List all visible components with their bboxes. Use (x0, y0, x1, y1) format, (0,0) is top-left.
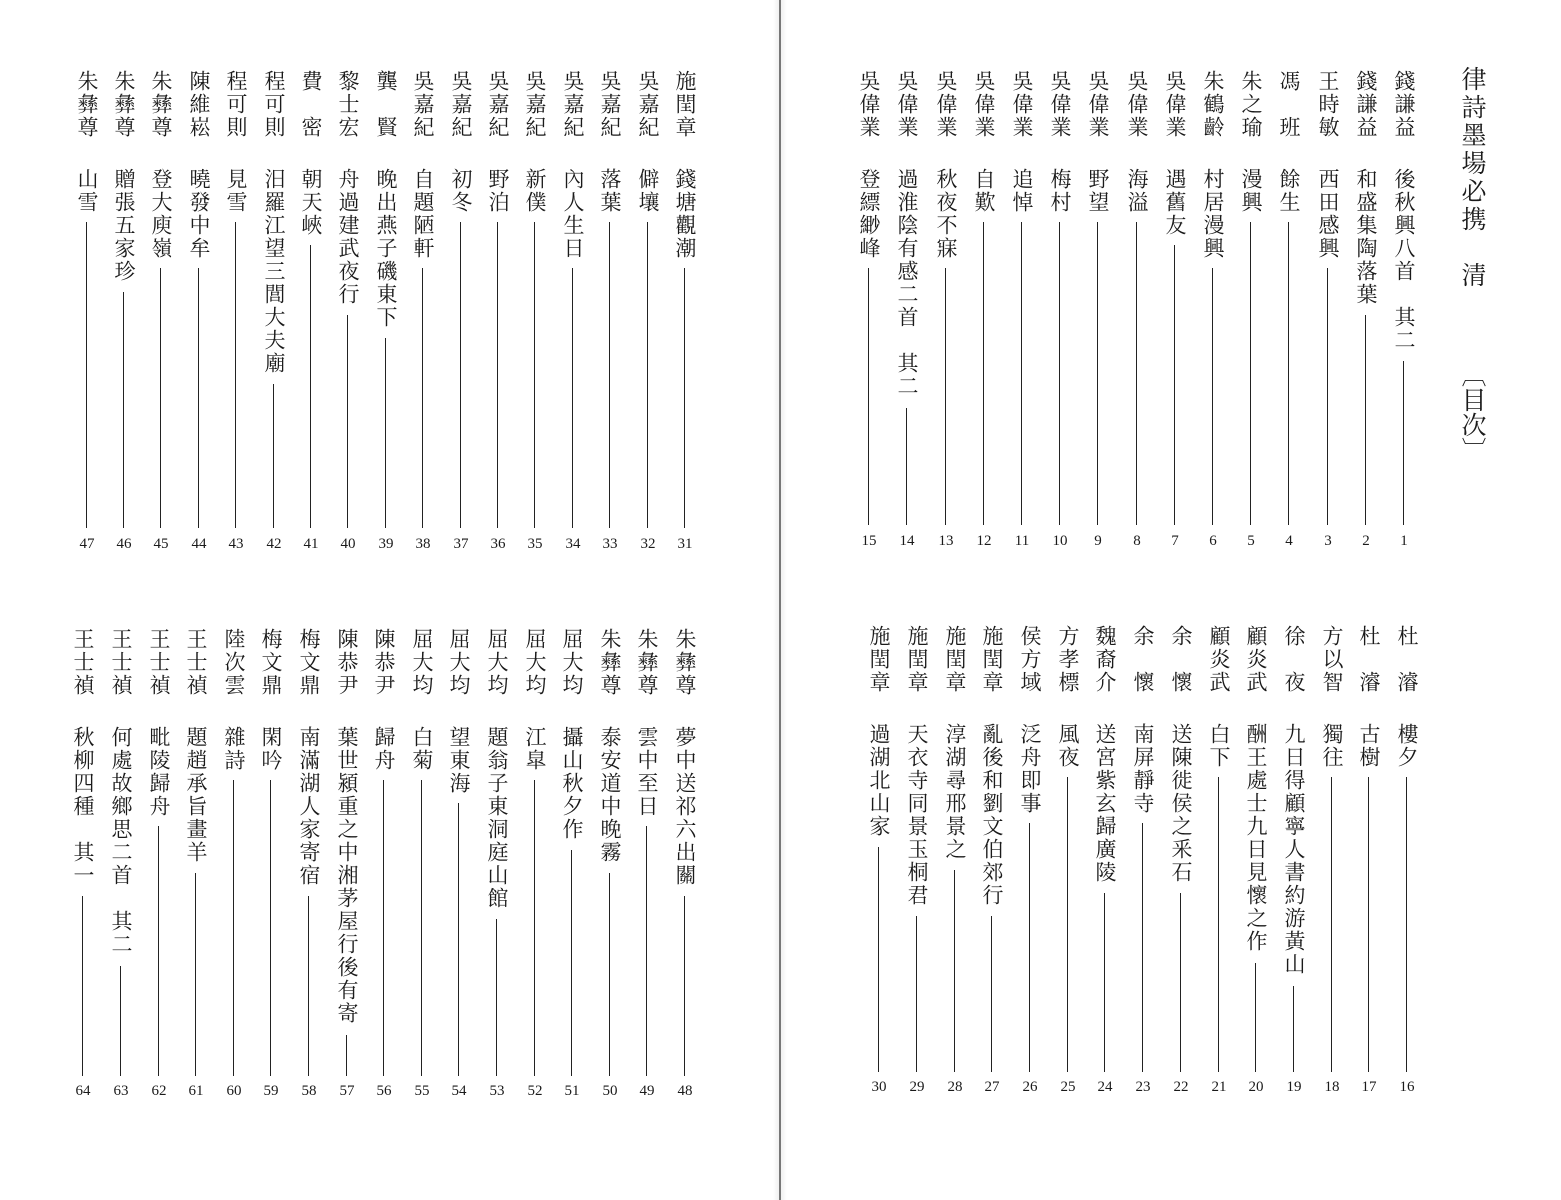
poem-title: 餘生 (1277, 167, 1301, 214)
poem-title: 題趙承旨畫羊 (184, 725, 208, 864)
poet-name: 侯方域 (1018, 625, 1042, 694)
leader-line (233, 780, 234, 1076)
page-number: 58 (301, 1083, 317, 1099)
leader-line (1288, 222, 1289, 525)
poet-name: 屈大均 (560, 628, 584, 697)
leader-line (82, 896, 83, 1076)
page-number: 36 (490, 536, 506, 552)
leader-line (878, 847, 879, 1072)
leader-line (609, 222, 610, 528)
page-number: 62 (151, 1083, 167, 1099)
leader-line (1142, 823, 1143, 1072)
leader-line (1250, 222, 1251, 525)
leader-line (1327, 268, 1328, 525)
page-number: 16 (1399, 1079, 1415, 1095)
poem-title: 泛舟即事 (1018, 722, 1042, 815)
poem-title: 山雪 (75, 167, 99, 214)
leader-line (916, 916, 917, 1072)
poem-title: 秋柳四種 其一 (71, 725, 95, 887)
poet-name: 程可則 (262, 70, 286, 139)
poem-title: 見雪 (224, 167, 248, 214)
poem-title: 風夜 (1056, 722, 1080, 769)
poem-title: 南滿湖人家寄宿 (297, 725, 321, 887)
poet-name: 錢謙益 (1392, 70, 1416, 139)
page-number: 45 (153, 536, 169, 552)
poet-name: 吳偉業 (1048, 70, 1072, 139)
page-number: 52 (527, 1083, 543, 1099)
page-number: 4 (1285, 533, 1293, 549)
poet-name: 吳嘉紀 (636, 70, 660, 139)
page-number: 59 (263, 1083, 279, 1099)
poem-title: 晚出燕子磯東下 (374, 167, 398, 329)
poem-title: 攝山秋夕作 (560, 725, 584, 841)
poem-title: 贈張五家珍 (112, 167, 136, 283)
page-number: 25 (1060, 1079, 1076, 1095)
leader-line (868, 268, 869, 525)
poet-name: 施閏章 (867, 625, 891, 694)
leader-line (1021, 222, 1022, 525)
leader-line (308, 896, 309, 1076)
page-number: 37 (453, 536, 469, 552)
poem-title: 後秋興八首 其二 (1392, 167, 1416, 352)
poem-title: 漫興 (1239, 167, 1263, 214)
leader-line (983, 222, 984, 525)
leader-line (235, 222, 236, 528)
poem-title: 毗陵歸舟 (147, 725, 171, 818)
poem-title: 白菊 (410, 725, 434, 772)
poem-title: 白下 (1207, 722, 1231, 769)
leader-line (534, 222, 535, 528)
poem-title: 古樹 (1357, 722, 1381, 769)
leader-line (497, 222, 498, 528)
poem-title: 送陳徙侯之釆石 (1169, 722, 1193, 884)
page-number: 31 (677, 536, 693, 552)
poet-name: 朱彝尊 (112, 70, 136, 139)
leader-line (1029, 823, 1030, 1072)
page-number: 6 (1209, 533, 1217, 549)
poem-title: 落葉 (598, 167, 622, 214)
leader-line (310, 245, 311, 528)
leader-line (1104, 893, 1105, 1072)
poem-title: 何處故鄉思二首 其二 (109, 725, 133, 956)
poet-name: 朱彝尊 (598, 628, 622, 697)
poet-name: 屈大均 (485, 628, 509, 697)
leader-line (346, 1035, 347, 1076)
leader-line (991, 916, 992, 1072)
poem-title: 舟過建武夜行 (336, 167, 360, 306)
leader-line (1406, 777, 1407, 1072)
page-number: 17 (1361, 1079, 1377, 1095)
leader-line (647, 222, 648, 528)
leader-line (1174, 245, 1175, 525)
poet-name: 余 懷 (1169, 625, 1193, 694)
poem-title: 僻壤 (636, 167, 660, 214)
leader-line (1218, 777, 1219, 1072)
page-number: 38 (415, 536, 431, 552)
page-number: 9 (1094, 533, 1102, 549)
poet-name: 陳恭尹 (335, 628, 359, 697)
page-number: 18 (1324, 1079, 1340, 1095)
page-number: 39 (378, 536, 394, 552)
page-number: 48 (677, 1083, 693, 1099)
page-number: 56 (376, 1083, 392, 1099)
poet-name: 杜 濬 (1357, 625, 1381, 694)
poem-title: 秋夜不寐 (934, 167, 958, 260)
page-number: 26 (1022, 1079, 1038, 1095)
page-number: 43 (228, 536, 244, 552)
poem-title: 追悼 (1010, 167, 1034, 214)
poem-title: 雜詩 (222, 725, 246, 772)
leader-line (1293, 986, 1294, 1072)
poet-name: 吳嘉紀 (486, 70, 510, 139)
leader-line (198, 268, 199, 528)
page-number: 34 (565, 536, 581, 552)
page-number: 1 (1400, 533, 1408, 549)
poet-name: 吳偉業 (1086, 70, 1110, 139)
leader-line (270, 780, 271, 1076)
poem-title: 野泊 (486, 167, 510, 214)
leader-line (460, 222, 461, 528)
poet-name: 錢謙益 (1354, 70, 1378, 139)
leader-line (906, 408, 907, 525)
poet-name: 陳恭尹 (372, 628, 396, 697)
poet-name: 黎士宏 (336, 70, 360, 139)
poet-name: 吳偉業 (895, 70, 919, 139)
page-number: 22 (1173, 1079, 1189, 1095)
leader-line (1097, 222, 1098, 525)
poet-name: 馮 班 (1277, 70, 1301, 139)
poem-title: 遇舊友 (1163, 167, 1187, 237)
poem-title: 獨往 (1320, 722, 1344, 769)
page-number: 3 (1324, 533, 1332, 549)
page-number: 57 (339, 1083, 355, 1099)
leader-line (1368, 777, 1369, 1072)
page-number: 35 (527, 536, 543, 552)
leader-line (534, 780, 535, 1076)
poet-name: 費 密 (299, 70, 323, 139)
poet-name: 施閏章 (943, 625, 967, 694)
leader-line (1136, 222, 1137, 525)
poem-title: 望東海 (447, 725, 471, 795)
poet-name: 徐 夜 (1282, 625, 1306, 694)
page-number: 50 (602, 1083, 618, 1099)
book-gutter (779, 0, 781, 1200)
leader-line (684, 268, 685, 528)
poem-title: 雲中至日 (635, 725, 659, 818)
page-number: 27 (984, 1079, 1000, 1095)
leader-line (421, 780, 422, 1076)
poet-name: 龔 賢 (374, 70, 398, 139)
page-number: 60 (226, 1083, 242, 1099)
page-number: 7 (1171, 533, 1179, 549)
leader-line (160, 268, 161, 528)
page-number: 29 (909, 1079, 925, 1095)
poet-name: 吳嘉紀 (561, 70, 585, 139)
poet-name: 梅文鼎 (297, 628, 321, 697)
poet-name: 顧炎武 (1244, 625, 1268, 694)
page-number: 24 (1097, 1079, 1113, 1095)
poem-title: 梅村 (1048, 167, 1072, 214)
leader-line (496, 919, 497, 1076)
poem-title: 和盛集陶落葉 (1354, 167, 1378, 306)
poem-title: 自題陋軒 (411, 167, 435, 260)
poet-name: 方孝標 (1056, 625, 1080, 694)
poet-name: 施閏章 (905, 625, 929, 694)
poem-title: 江皐 (523, 725, 547, 772)
leader-line (945, 268, 946, 525)
contents-heading (1452, 66, 1492, 462)
poet-name: 朱彝尊 (635, 628, 659, 697)
poem-title: 歸舟 (372, 725, 396, 772)
poet-name: 朱之瑜 (1239, 70, 1263, 139)
page-number: 19 (1286, 1079, 1302, 1095)
page-number: 54 (451, 1083, 467, 1099)
leader-line (1059, 222, 1060, 525)
page-number: 41 (303, 536, 319, 552)
page-number: 11 (1014, 533, 1030, 549)
poet-name: 程可則 (224, 70, 248, 139)
poet-name: 陸次雲 (222, 628, 246, 697)
poet-name: 朱彝尊 (673, 628, 697, 697)
leader-line (571, 850, 572, 1076)
poet-name: 吳嘉紀 (523, 70, 547, 139)
poem-title: 亂後和劉文伯郊行 (980, 722, 1004, 907)
poem-title: 樓夕 (1395, 722, 1419, 769)
poem-title: 內人生日 (561, 167, 585, 260)
poet-name: 吳偉業 (857, 70, 881, 139)
page-number: 14 (899, 533, 915, 549)
leader-line (1255, 963, 1256, 1072)
leader-line (646, 826, 647, 1076)
poem-title: 泰安道中晚霧 (598, 725, 622, 864)
page-number: 2 (1362, 533, 1370, 549)
poet-name: 梅文鼎 (259, 628, 283, 697)
poem-title: 村居漫興 (1201, 167, 1225, 260)
poet-name: 吳嘉紀 (449, 70, 473, 139)
poet-name: 魏裔介 (1093, 625, 1117, 694)
leader-line (385, 338, 386, 528)
page-number: 42 (266, 536, 282, 552)
page-number: 49 (639, 1083, 655, 1099)
poem-title: 海溢 (1125, 167, 1149, 214)
page-edge-shadow (781, 0, 787, 1200)
page-number: 64 (75, 1083, 91, 1099)
poem-title: 送宮紫玄歸廣陵 (1093, 722, 1117, 884)
poet-name: 屈大均 (410, 628, 434, 697)
poem-title: 初冬 (449, 167, 473, 214)
poet-name: 王士禎 (147, 628, 171, 697)
page-number: 13 (938, 533, 954, 549)
leader-line (158, 826, 159, 1076)
poet-name: 吳偉業 (1163, 70, 1187, 139)
poem-title: 朝天峽 (299, 167, 323, 237)
page-number: 21 (1211, 1079, 1227, 1095)
poet-name: 施閏章 (673, 70, 697, 139)
leader-line (954, 870, 955, 1072)
poet-name: 余 懷 (1131, 625, 1155, 694)
leader-line (1331, 777, 1332, 1072)
poem-title: 葉世潁重之中湘茅屋行後有寄 (335, 725, 359, 1025)
leader-line (1212, 268, 1213, 525)
poet-name: 吳偉業 (1125, 70, 1149, 139)
leader-line (1403, 361, 1404, 525)
page-number: 53 (489, 1083, 505, 1099)
poet-name: 吳偉業 (934, 70, 958, 139)
leader-line (86, 222, 87, 528)
page-number: 32 (640, 536, 656, 552)
poet-name: 施閏章 (980, 625, 1004, 694)
leader-line (422, 268, 423, 528)
leader-line (123, 292, 124, 528)
poet-name: 杜 濬 (1395, 625, 1419, 694)
poet-name: 吳嘉紀 (598, 70, 622, 139)
poem-title: 酬王處士九日見懷之作 (1244, 722, 1268, 953)
page-number: 5 (1247, 533, 1255, 549)
page-number: 12 (976, 533, 992, 549)
poem-title: 登大庾嶺 (149, 167, 173, 260)
leader-line (1365, 315, 1366, 525)
leader-line (1180, 893, 1181, 1072)
poet-name: 朱鶴齡 (1201, 70, 1225, 139)
poem-title: 西田感興 (1316, 167, 1340, 260)
page-number: 28 (947, 1079, 963, 1095)
poet-name: 屈大均 (523, 628, 547, 697)
leader-line (609, 873, 610, 1076)
poet-name: 朱彝尊 (149, 70, 173, 139)
poet-name: 王士禎 (71, 628, 95, 697)
leader-line (684, 896, 685, 1076)
page-number: 33 (602, 536, 618, 552)
poet-name: 吳偉業 (1010, 70, 1034, 139)
page-number: 61 (188, 1083, 204, 1099)
poem-title: 過湖北山家 (867, 722, 891, 838)
page-number: 44 (191, 536, 207, 552)
page-number: 46 (116, 536, 132, 552)
poet-name: 王時敏 (1316, 70, 1340, 139)
poet-name: 吳嘉紀 (411, 70, 435, 139)
leader-line (458, 803, 459, 1076)
leader-line (195, 873, 196, 1076)
leader-line (347, 315, 348, 528)
page-number: 15 (861, 533, 877, 549)
page-number: 55 (414, 1083, 430, 1099)
poem-title: 汨羅江望三閭大夫廟 (262, 167, 286, 375)
poet-name: 王士禎 (184, 628, 208, 697)
page-number: 47 (79, 536, 95, 552)
poet-name: 王士禎 (109, 628, 133, 697)
poet-name: 方以智 (1320, 625, 1344, 694)
poet-name: 陳維崧 (187, 70, 211, 139)
poem-title: 新僕 (523, 167, 547, 214)
leader-line (383, 780, 384, 1076)
page-number: 23 (1135, 1079, 1151, 1095)
book-title: 律詩墨場必携 清 (1458, 66, 1487, 290)
poem-title: 曉發中牟 (187, 167, 211, 260)
poem-title: 過淮陰有感二首 其二 (895, 167, 919, 398)
poem-title: 登縹緲峰 (857, 167, 881, 260)
poem-title: 夢中送祁六出關 (673, 725, 697, 887)
poem-title: 南屏靜寺 (1131, 722, 1155, 815)
poem-title: 錢塘觀潮 (673, 167, 697, 260)
leader-line (273, 384, 274, 528)
page-number: 51 (564, 1083, 580, 1099)
poem-title: 淳湖尋邢景之 (943, 722, 967, 861)
page-number: 63 (113, 1083, 129, 1099)
page-number: 40 (340, 536, 356, 552)
poet-name: 吳偉業 (972, 70, 996, 139)
poet-name: 朱彝尊 (75, 70, 99, 139)
page-number: 30 (871, 1079, 887, 1095)
page-number: 20 (1248, 1079, 1264, 1095)
contents-mark: 〔目次〕 (1458, 362, 1487, 462)
poet-name: 顧炎武 (1207, 625, 1231, 694)
poem-title: 九日得顧寧人書約游黃山 (1282, 722, 1306, 976)
poem-title: 題翁子東洞庭山館 (485, 725, 509, 910)
leader-line (1067, 777, 1068, 1072)
page-number: 10 (1052, 533, 1068, 549)
poem-title: 天衣寺同景玉桐君 (905, 722, 929, 907)
page-number: 8 (1133, 533, 1141, 549)
poet-name: 屈大均 (447, 628, 471, 697)
poem-title: 閑吟 (259, 725, 283, 772)
poem-title: 野望 (1086, 167, 1110, 214)
leader-line (120, 966, 121, 1076)
poem-title: 自歎 (972, 167, 996, 214)
leader-line (572, 268, 573, 528)
